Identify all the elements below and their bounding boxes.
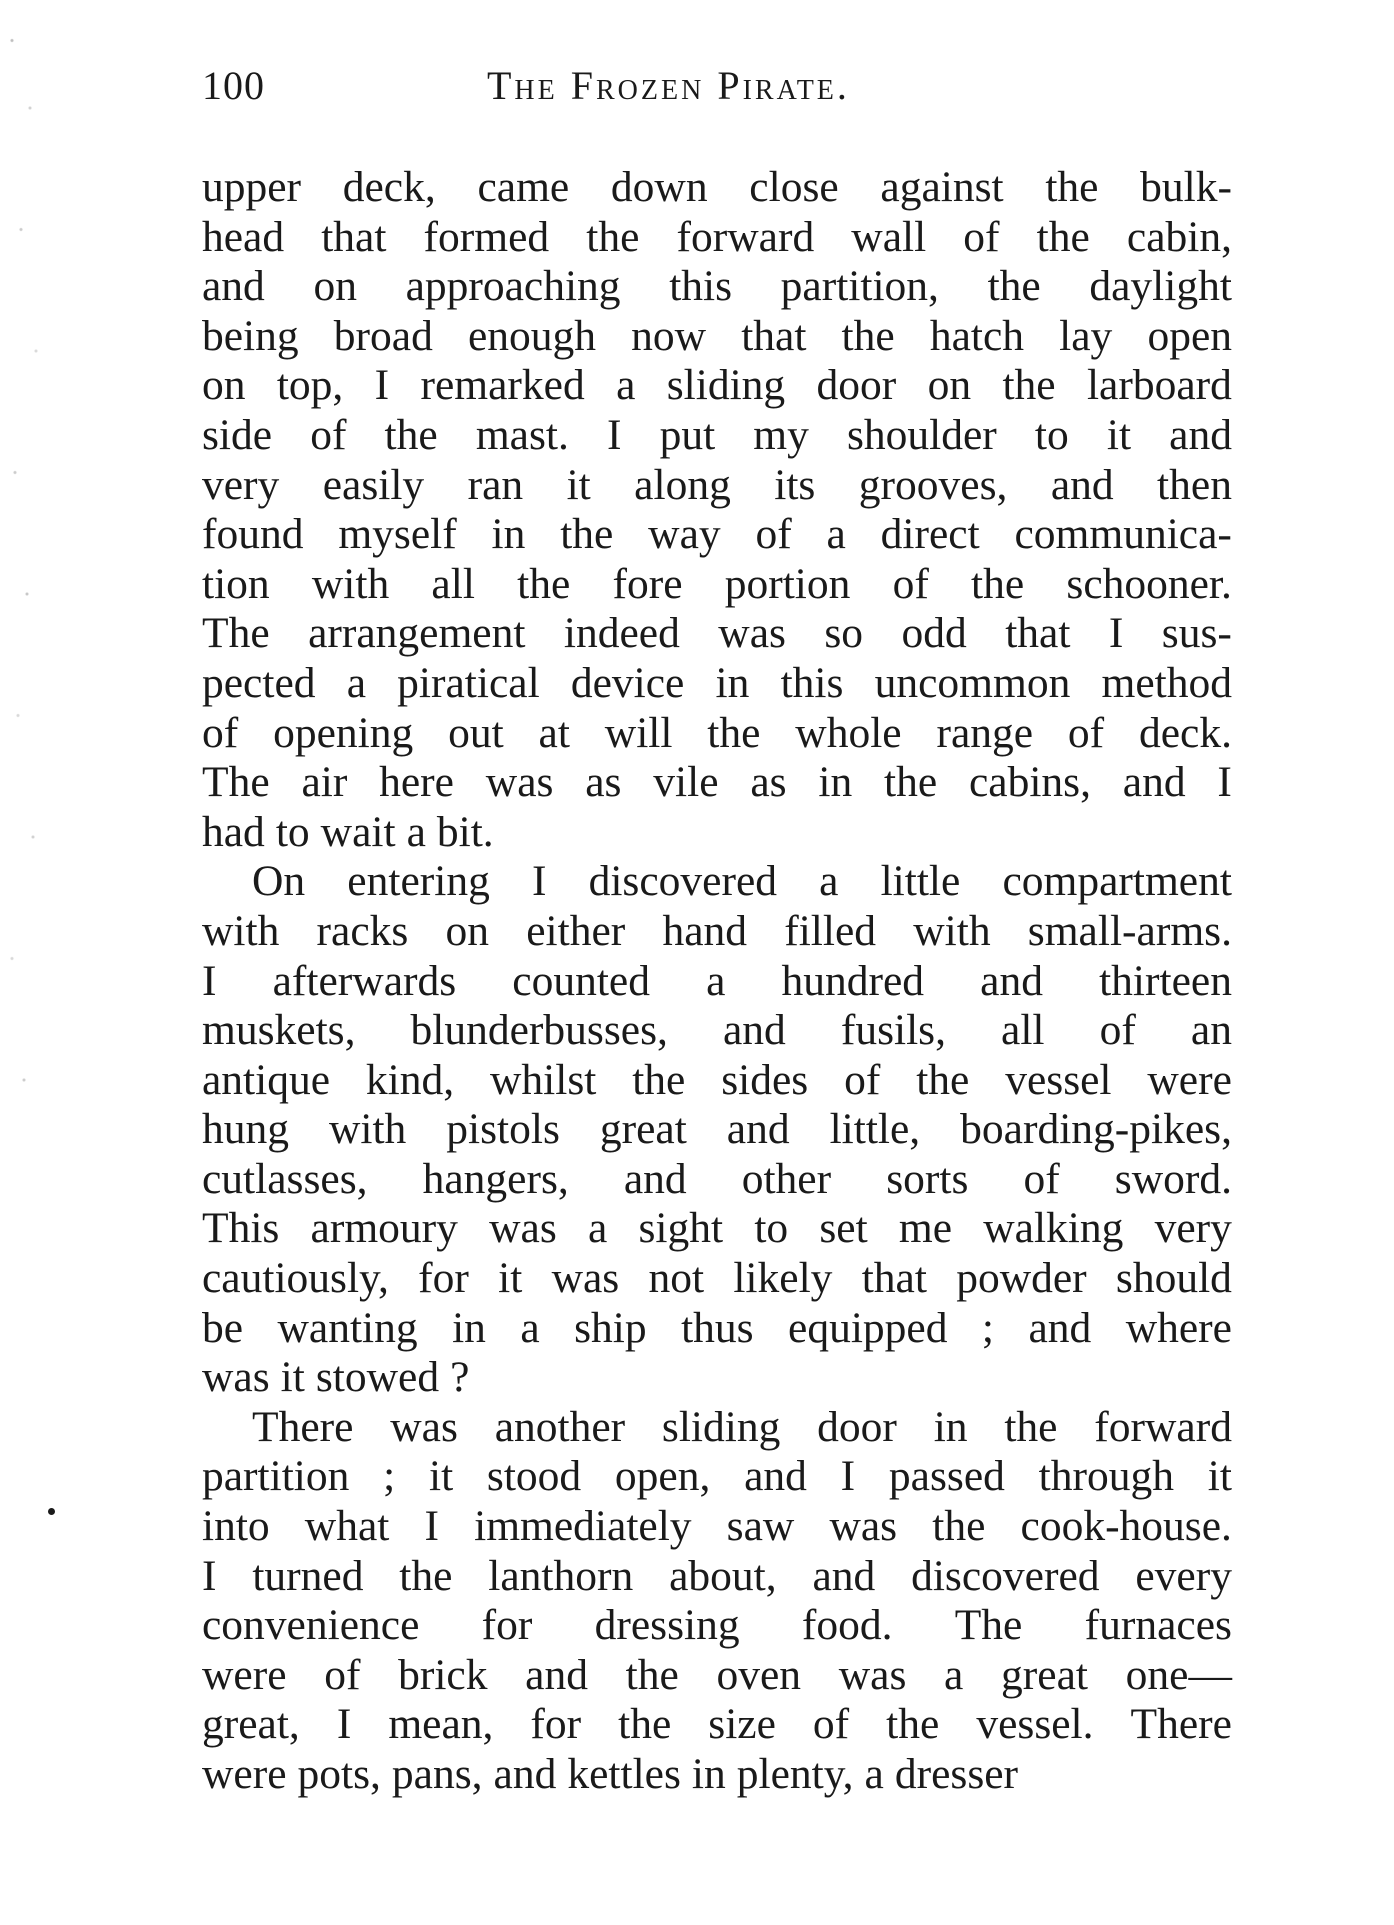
text-line: convenience for dressing food. The furnaces <box>202 1601 1232 1650</box>
text-line: This armoury was a sight to set me walking very <box>202 1204 1232 1253</box>
text-line: great, I mean, for the size of the vessel. There <box>202 1700 1232 1749</box>
text-line: was it stowed ? <box>202 1353 470 1402</box>
text-line: side of the mast. I put my shoulder to it and <box>202 410 1232 459</box>
scan-speckles <box>0 0 60 1350</box>
body-text <box>202 163 1232 1800</box>
text-line: I afterwards counted a hundred and thirteen <box>202 956 1232 1005</box>
text-line: The air here was as vile as in the cabins, and I <box>202 758 1232 807</box>
text-line: with racks on either hand filled with small-arms. <box>202 906 1232 955</box>
page-header <box>202 62 1232 122</box>
text-line: On entering I discovered a little compartment <box>252 857 1232 906</box>
margin-dot <box>48 1508 55 1515</box>
text-line: There was another sliding door in the forward <box>252 1402 1232 1451</box>
text-line: of opening out at will the whole range of deck. <box>202 708 1232 757</box>
text-line: partition ; it stood open, and I passed through it <box>202 1452 1232 1501</box>
text-line: found myself in the way of a direct communica- <box>202 510 1232 559</box>
text-line: muskets, blunderbusses, and fusils, all of an <box>202 1006 1232 1055</box>
text-line: antique kind, whilst the sides of the vessel were <box>202 1055 1232 1104</box>
text-line: being broad enough now that the hatch lay open <box>202 311 1232 360</box>
text-line: hung with pistols great and little, boarding-pikes, <box>202 1105 1232 1154</box>
text-line: into what I immediately saw was the cook-house. <box>202 1502 1232 1551</box>
text-line: head that formed the forward wall of the cabin, <box>202 212 1232 261</box>
text-line: on top, I remarked a sliding door on the larboard <box>202 361 1232 410</box>
page-number: 100 <box>202 63 265 108</box>
running-title: The Frozen Pirate. <box>487 63 850 108</box>
text-line: upper deck, came down close against the bulk- <box>202 163 1232 211</box>
text-line: I turned the lanthorn about, and discovered every <box>202 1551 1232 1600</box>
text-line: were of brick and the oven was a great one— <box>202 1650 1232 1699</box>
text-line: and on approaching this partition, the daylight <box>202 262 1232 311</box>
text-line: tion with all the fore portion of the schooner. <box>202 559 1232 608</box>
text-line: pected a piratical device in this uncommon method <box>202 658 1232 707</box>
text-line: The arrangement indeed was so odd that I sus- <box>202 609 1232 658</box>
text-line: be wanting in a ship thus equipped ; and where <box>202 1303 1232 1352</box>
text-line: were pots, pans, and kettles in plenty, a dresser <box>202 1750 1019 1798</box>
text-line: cautiously, for it was not likely that powder should <box>202 1254 1232 1303</box>
text-line: very easily ran it along its grooves, and then <box>202 460 1232 509</box>
text-line: had to wait a bit. <box>202 807 494 856</box>
text-line: cutlasses, hangers, and other sorts of sword. <box>202 1154 1232 1203</box>
